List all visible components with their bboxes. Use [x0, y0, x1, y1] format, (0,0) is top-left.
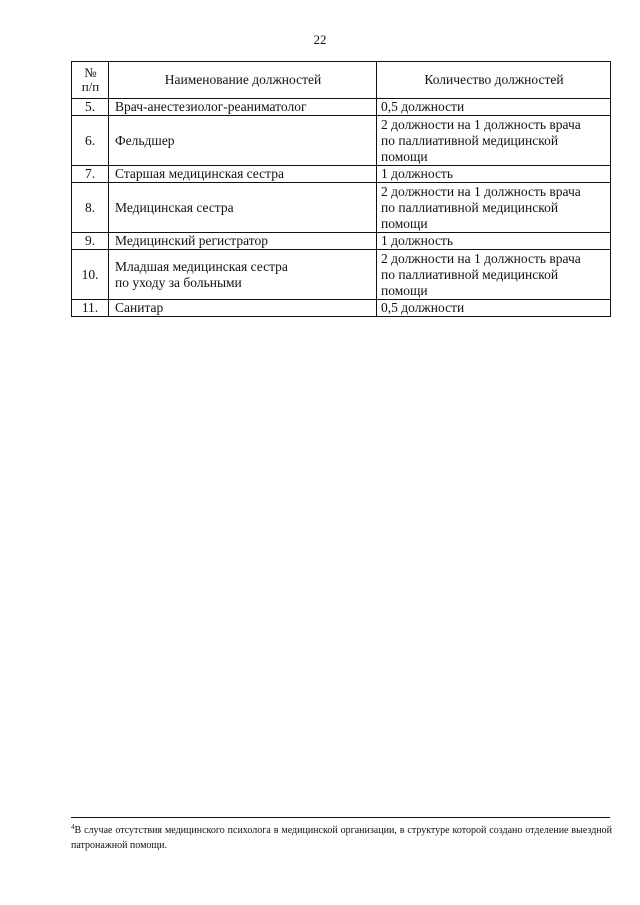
header-number [72, 62, 109, 99]
position-quantity [377, 233, 611, 250]
position-name-line: Медицинская сестра [115, 199, 234, 215]
table-header-row [72, 62, 611, 99]
position-name [109, 233, 377, 250]
footnote-marker: 4 [71, 823, 75, 831]
position-name-line: Фельдшер [115, 132, 175, 148]
position-name-line: Санитар [115, 300, 164, 315]
position-quantity-line: 2 должности на 1 должность врача [381, 250, 581, 266]
header-position-quantity: Количество должностей [377, 62, 611, 99]
position-name [109, 116, 377, 166]
position-quantity [377, 300, 611, 317]
staffing-table [71, 61, 611, 317]
row-number: 9. [72, 233, 109, 250]
position-name-line: Младшая медицинская сестра [115, 258, 288, 274]
position-quantity-line: 1 должность [381, 233, 453, 248]
position-name [109, 300, 377, 317]
position-quantity-line: 1 должность [381, 166, 453, 181]
table-body [72, 99, 611, 317]
position-name [109, 166, 377, 183]
footnote-text: В случае отсутствия медицинского психолога в медицинской организации, в структуре которой создано отделение выездной патронажной помощи. [71, 825, 612, 851]
table-row [72, 116, 611, 166]
position-quantity-line: 2 должности на 1 должность врача [381, 116, 581, 132]
table-row [72, 99, 611, 116]
position-quantity-line: 2 должности на 1 должность врача [381, 183, 581, 199]
row-number: 10. [72, 250, 109, 300]
position-quantity-line: помощи [381, 215, 428, 231]
header-position-name: Наименование должностей [109, 62, 377, 99]
footnote-divider [71, 817, 610, 818]
header-number-abbrev: п/п [81, 79, 100, 94]
footnote [71, 823, 612, 853]
position-quantity-line: по паллиативной медицинской [381, 266, 559, 282]
table-row [72, 183, 611, 233]
position-quantity-line: помощи [381, 282, 428, 298]
position-quantity [377, 99, 611, 116]
position-name [109, 250, 377, 300]
table-row [72, 233, 611, 250]
row-number: 6. [72, 116, 109, 166]
header-number-symbol: № [84, 65, 97, 80]
position-name-line: Медицинский регистратор [115, 233, 268, 248]
position-name-line: Врач-анестезиолог-реаниматолог [115, 99, 307, 114]
position-name-line: по уходу за больными [115, 274, 242, 290]
position-name [109, 99, 377, 116]
position-quantity-line: по паллиативной медицинской [381, 199, 559, 215]
position-quantity-line: 0,5 должности [381, 99, 465, 114]
position-quantity [377, 166, 611, 183]
position-name [109, 183, 377, 233]
position-quantity-line: помощи [381, 148, 428, 164]
row-number: 5. [72, 99, 109, 116]
table-row [72, 250, 611, 300]
row-number: 8. [72, 183, 109, 233]
row-number: 7. [72, 166, 109, 183]
position-quantity [377, 250, 611, 300]
position-quantity-line: 0,5 должности [381, 300, 465, 315]
position-quantity [377, 183, 611, 233]
position-name-line: Старшая медицинская сестра [115, 166, 284, 181]
position-quantity [377, 116, 611, 166]
table-row [72, 300, 611, 317]
row-number: 11. [72, 300, 109, 317]
page-number: 22 [313, 32, 327, 47]
position-quantity-line: по паллиативной медицинской [381, 132, 559, 148]
table-row [72, 166, 611, 183]
